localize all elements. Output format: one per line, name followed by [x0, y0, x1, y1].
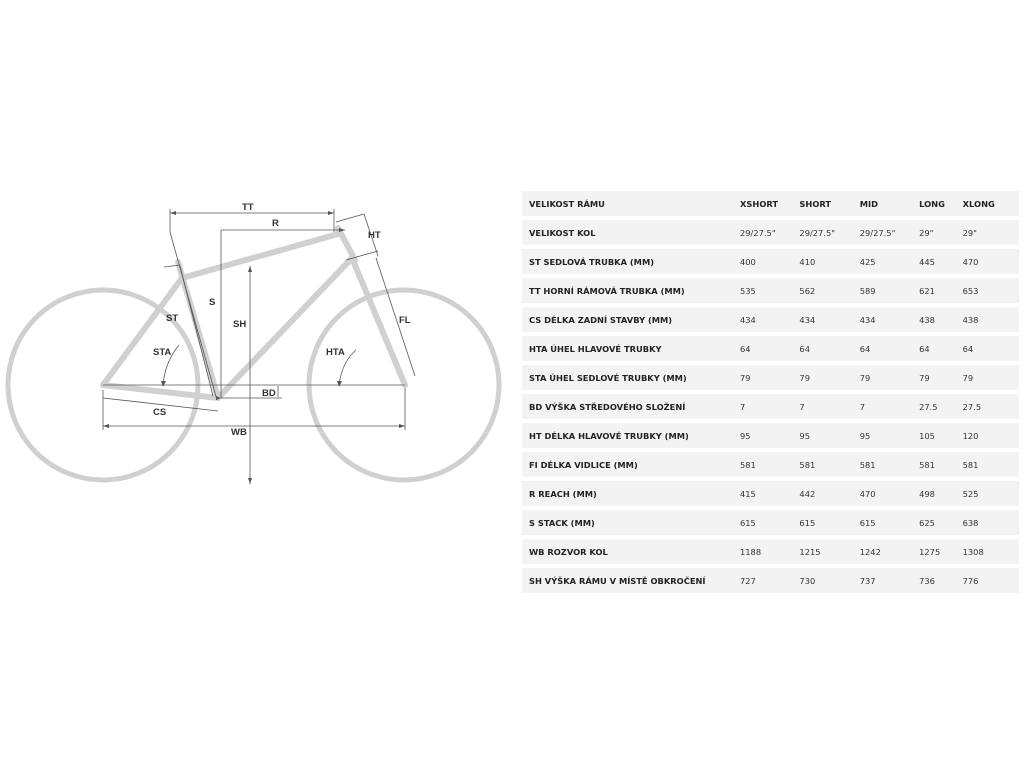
table-cell: 29": [962, 227, 977, 238]
table-cell: 470: [962, 256, 979, 267]
bike-frame: [103, 228, 405, 398]
table-row: [522, 481, 1019, 506]
header-xlong: XLONG: [962, 198, 995, 209]
label-hta: HTA: [326, 347, 345, 358]
table-cell: 79: [740, 372, 751, 383]
label-sta: STA: [153, 347, 172, 358]
label-r: R: [272, 218, 279, 229]
table-cell: 1215: [799, 546, 821, 557]
label-fl: FL: [399, 315, 411, 326]
row-label: FI DÉLKA VIDLICE (MM): [529, 459, 638, 470]
table-cell: 581: [962, 459, 979, 470]
table-cell: 562: [799, 285, 816, 296]
table-cell: 434: [859, 314, 876, 325]
table-row: [522, 452, 1019, 477]
table-row: [522, 394, 1019, 419]
table-cell: 727: [740, 575, 756, 586]
table-cell: 29/27.5": [799, 227, 836, 238]
table-cell: 1308: [962, 546, 984, 557]
table-cell: 425: [859, 256, 876, 267]
table-cell: 442: [799, 488, 816, 499]
table-cell: 79: [919, 372, 930, 383]
table-cell: 1188: [740, 546, 762, 557]
table-cell: 438: [919, 314, 935, 325]
table-cell: 64: [859, 343, 871, 354]
table-cell: 1242: [859, 546, 881, 557]
table-cell: 776: [962, 575, 979, 586]
table-cell: 445: [919, 256, 935, 267]
table-cell: 27.5: [962, 401, 982, 412]
table-cell: 498: [919, 488, 935, 499]
label-bd: BD: [262, 388, 276, 399]
table-header-row: [522, 191, 1019, 216]
table-row: [522, 249, 1019, 274]
table-row: [522, 220, 1019, 245]
dimension-lines: [103, 209, 415, 484]
table-cell: 95: [799, 430, 810, 441]
row-label: R REACH (MM): [529, 488, 597, 499]
table-cell: 400: [740, 256, 756, 267]
table-cell: 589: [859, 285, 876, 296]
label-sh: SH: [233, 319, 247, 330]
table-cell: 95: [740, 430, 751, 441]
header-xshort: XSHORT: [740, 198, 779, 209]
header-frame-size: VELIKOST RÁMU: [529, 198, 605, 209]
label-tt: TT: [242, 202, 254, 213]
row-label: S STACK (MM): [529, 517, 595, 528]
table-cell: 7: [859, 401, 866, 412]
table-row: [522, 568, 1019, 593]
table-cell: 525: [962, 488, 979, 499]
table-cell: 470: [859, 488, 876, 499]
table-cell: 415: [740, 488, 756, 499]
table-cell: 29/27.5": [740, 227, 776, 238]
row-label: CS DÉLKA ZADNÍ STAVBY (MM): [529, 314, 673, 325]
table-cell: 7: [740, 401, 746, 412]
table-cell: 434: [799, 314, 816, 325]
table-cell: 736: [919, 575, 935, 586]
table-cell: 64: [799, 343, 810, 354]
table-cell: 581: [799, 459, 816, 470]
table-cell: 615: [740, 517, 756, 528]
row-label: TT HORNÍ RÁMOVÁ TRUBKA (MM): [529, 285, 685, 296]
bike-geometry-diagram: [0, 0, 510, 768]
table-cell: 64: [740, 343, 751, 354]
table-cell: 29/27.5": [859, 227, 896, 238]
dimension-arrowheads: [103, 211, 405, 484]
table-cell: 79: [859, 372, 871, 383]
table-cell: 621: [919, 285, 935, 296]
label-cs: CS: [153, 407, 167, 418]
table-cell: 615: [859, 517, 876, 528]
table-cell: 625: [919, 517, 935, 528]
table-cell: 737: [859, 575, 876, 586]
table-cell: 7: [799, 401, 805, 412]
label-st: ST: [166, 313, 179, 324]
table-cell: 120: [962, 430, 979, 441]
table-cell: 27.5: [919, 401, 938, 412]
table-row: [522, 278, 1019, 303]
table-cell: 410: [799, 256, 816, 267]
table-cell: 438: [962, 314, 979, 325]
header-mid: MID: [859, 198, 878, 209]
row-label: BD VÝŠKA STŘEDOVÉHO SLOŽENÍ: [529, 401, 686, 412]
table-row: [522, 307, 1019, 332]
table-row: [522, 539, 1019, 564]
table-cell: 434: [740, 314, 756, 325]
table-cell: 535: [740, 285, 756, 296]
table-cell: 1275: [919, 546, 941, 557]
label-wb: WB: [231, 427, 247, 438]
table-cell: 581: [919, 459, 935, 470]
table-cell: 581: [740, 459, 756, 470]
table-row: [522, 510, 1019, 535]
row-label: ST SEDLOVÁ TRUBKA (MM): [529, 256, 654, 267]
row-label: WB ROZVOR KOL: [529, 546, 608, 557]
row-label: SH VÝŠKA RÁMU V MÍSTĚ OBKROČENÍ: [529, 575, 706, 586]
table-row: [522, 336, 1019, 361]
table-cell: 79: [799, 372, 810, 383]
label-s: S: [209, 297, 216, 308]
table-cell: 79: [962, 372, 974, 383]
table-cell: 653: [962, 285, 979, 296]
table-body: [522, 220, 1019, 593]
header-long: LONG: [919, 198, 945, 209]
table-cell: 730: [799, 575, 816, 586]
table-row: [522, 423, 1019, 448]
header-short: SHORT: [799, 198, 832, 209]
table-cell: 29": [919, 227, 934, 238]
table-cell: 581: [859, 459, 876, 470]
label-ht: HT: [368, 230, 381, 241]
table-cell: 64: [962, 343, 974, 354]
table-cell: 638: [962, 517, 979, 528]
table-cell: 615: [799, 517, 816, 528]
row-label: HTA ÚHEL HLAVOVÉ TRUBKY: [529, 343, 662, 354]
row-label: VELIKOST KOL: [529, 227, 596, 238]
table-row: [522, 365, 1019, 390]
table-cell: 64: [919, 343, 930, 354]
table-cell: 105: [919, 430, 935, 441]
row-label: HT DÉLKA HLAVOVÉ TRUBKY (MM): [529, 430, 689, 441]
table-cell: 95: [859, 430, 871, 441]
geometry-table: [522, 187, 1019, 597]
row-label: STA ÚHEL SEDLOVÉ TRUBKY (MM): [529, 372, 687, 383]
